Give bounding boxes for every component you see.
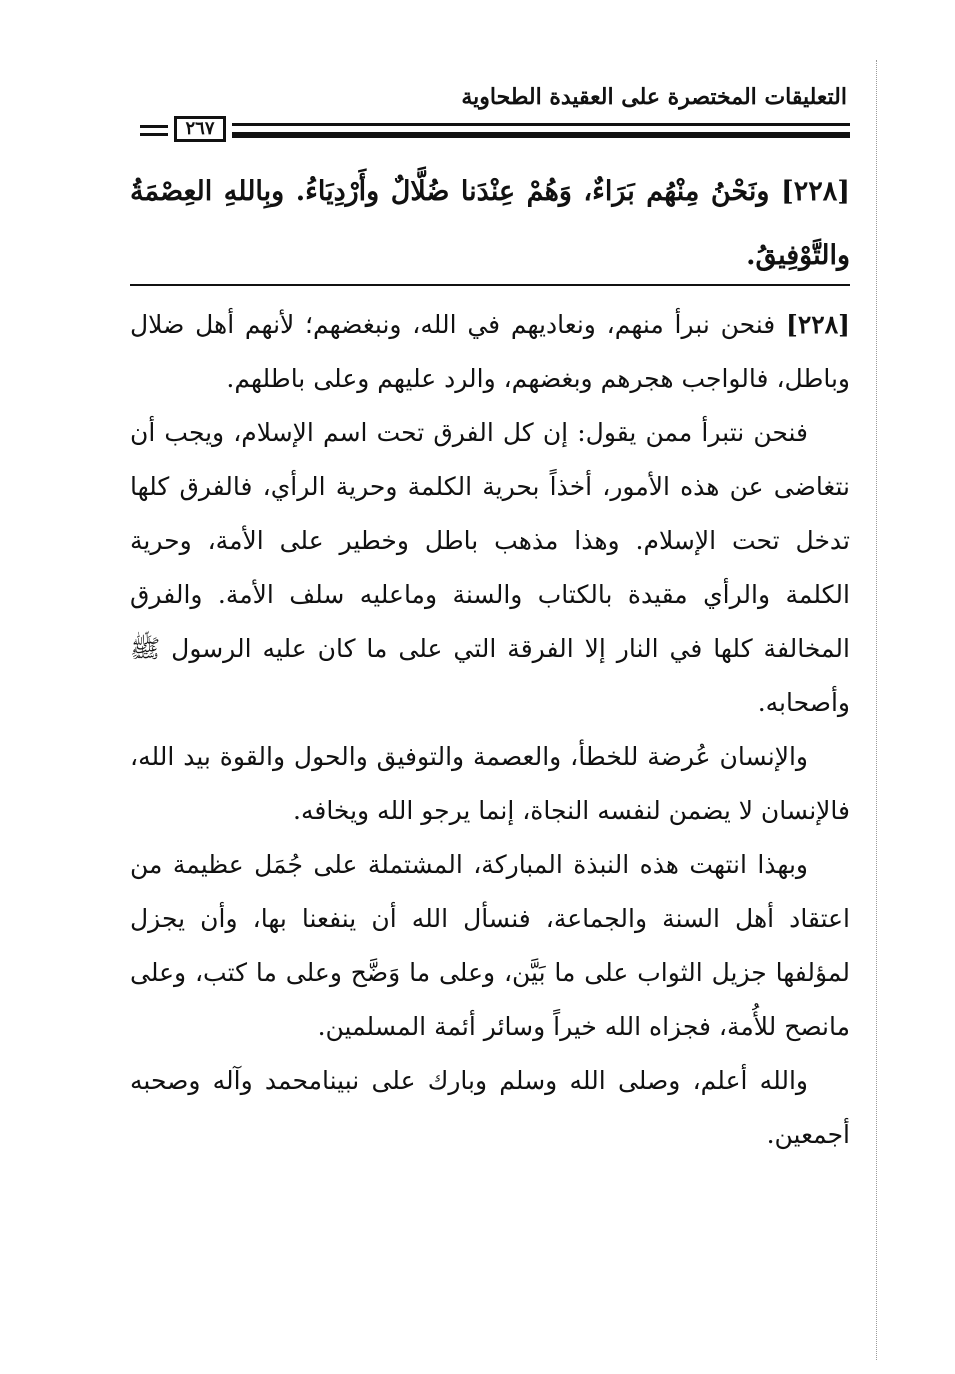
- matn-block: [130, 160, 850, 288]
- matn-marker: [٢٢٨]: [780, 176, 851, 207]
- sharh-paragraph: فنحن نتبرأ ممن يقول: إن كل الفرق تحت اسم الإسلام، ويجب أن نتغاضى عن هذه الأمور، أخذاً بحرية الكلمة وحرية الرأي، فالفرق كلها تدخل تحت الإسلام. وهذا مذهب باطل وخطير على الأمة، وحرية الكلمة والرأي مقيدة بالكتاب والسنة وماعليه سلف الأمة. والفرق المخالفة كلها في النار إلا الفرقة التي على ما كان عليه الرسول ﷺ وأصحابه.: [130, 418, 850, 717]
- page-number: ٢٦٧: [174, 116, 226, 142]
- matn-paragraph: [130, 160, 850, 288]
- running-title: التعليقات المختصرة على العقيدة الطحاوية: [461, 84, 847, 110]
- sharh-paragraph: والإنسان عُرضة للخطأ، والعصمة والتوفيق والحول والقوة بيد الله، فالإنسان لا يضمن لنفسه النجاة، إنما يرجو الله ويخافه.: [130, 742, 850, 825]
- sharh-paragraph-text: فنحن نبرأ منهم، ونعاديهم في الله، ونبغضهم؛ لأنهم أهل ضلال وباطل، فالواجب هجرهم وبغضهم، والرد عليهم وعلى باطلهم.: [130, 310, 850, 393]
- header-rule-right-bars: [232, 123, 850, 135]
- sharh-paragraph: وبهذا انتهت هذه النبذة المباركة، المشتملة على جُمَل عظيمة من اعتقاد أهل السنة والجماعة، فنسأل الله أن ينفعنا بها، وأن يجزل لمؤلفها جزيل الثواب على ما بَيَّن، وعلى ما وَضَّح وعلى ما كتب، وعلى مانصح للأُمة، فجزاه الله خيراً وسائر أئمة المسلمين.: [130, 850, 850, 1041]
- sharh-paragraph: والله أعلم، وصلى الله وسلم وبارك على نبينامحمد وآله وصحبه أجمعين.: [130, 1066, 850, 1149]
- sharh-marker: [٢٢٨]: [786, 310, 851, 339]
- scan-edge-line: [876, 60, 877, 1360]
- sharh-block: [130, 298, 850, 1162]
- header-rule: [140, 120, 850, 142]
- sharh-paragraph: [130, 298, 850, 406]
- header-rule-left-bars: [140, 125, 168, 136]
- matn-sharh-divider: [130, 284, 850, 286]
- matn-text: ونَحْنُ مِنْهُم بَرَاءٌ، وَهُمْ عِنْدَنا ضُلَّالٌ وأَرْدِيَاءُ. وبِاللهِ العِصْمَةُ والتَّوْفِيقُ.: [130, 176, 850, 271]
